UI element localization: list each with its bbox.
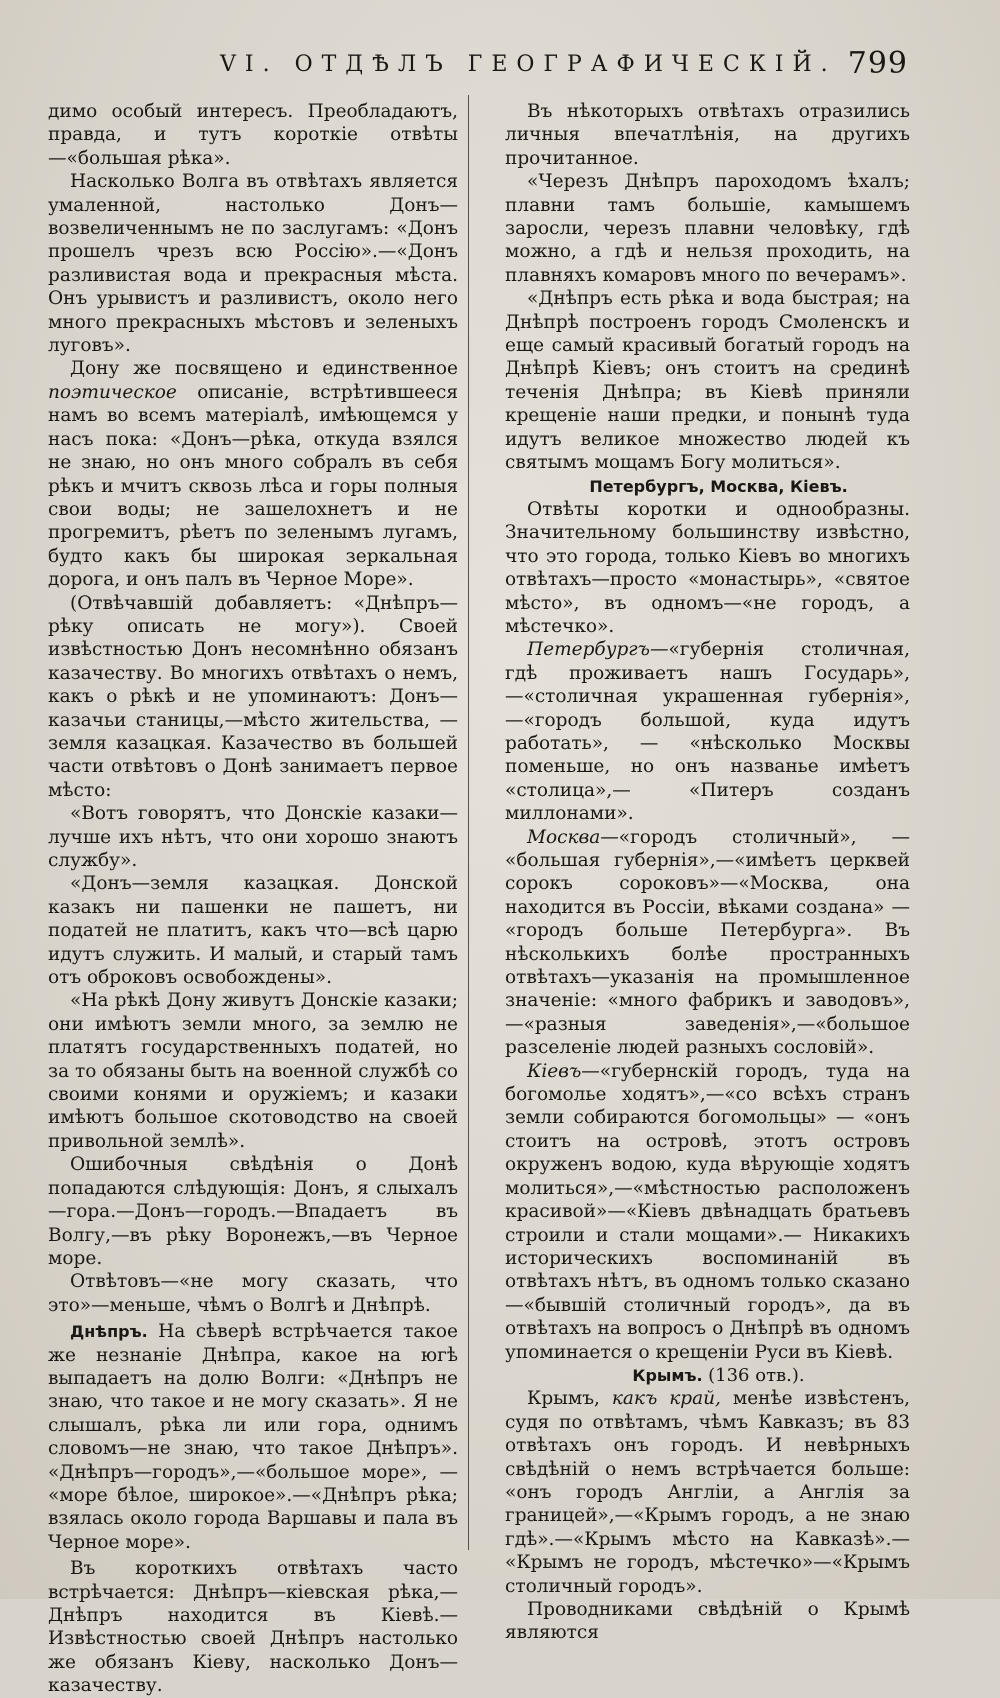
italic-term: Кіевъ [527,1060,582,1082]
text-run: менѣе извѣстенъ, судя по отвѣтамъ, чѣмъ Кавказъ; въ 83 отвѣтахъ онъ городъ. И невѣрныхъ свѣдѣній о немъ встрѣчается больше: «онъ городъ Англіи, а Англія за границей»,—«Крымъ городъ, а не знаю гдѣ».—«Крымъ мѣсто на Кавказѣ».— «Крымъ не городъ, мѣстечко»—«Крымъ столичный городъ». [505,1388,910,1597]
text-run: —«губернія столичная, гдѣ проживаетъ нашъ Государь»,—«столичная украшенная губернія»,—«городъ большой, куда идутъ работать», — «нѣсколько Москвы поменьше, но онъ названье имѣетъ «столица»,— «Питеръ созданъ миллонами». [505,639,910,825]
italic-term: Петербургъ [527,639,650,661]
paragraph [505,1060,910,1364]
paragraph [505,826,910,1060]
paragraph: Въ короткихъ отвѣтахъ часто встрѣчается: Днѣпръ—кіевская рѣка,—Днѣпръ находится въ Кіевѣ.—Извѣстностью своей Днѣпръ настолько же обязанъ Кіеву, насколько Донъ—казачеству. [48,1558,458,1697]
quote-paragraph: «Донъ—земля казацкая. Донской казакъ ни пашенки не пашетъ, ни податей не платитъ, какъ что—всѣ царю идутъ служить. И малый, и старый тамъ отъ оброковъ освобождены». [48,873,458,989]
crimea-heading [505,1364,910,1387]
text-run: На сѣверѣ встрѣчается такое же незнаніе Днѣпра, какое на югѣ выпадаетъ на долю Волги: «Днѣпръ не знаю, что такое и не могу сказать». Я не слышалъ, рѣка ли или гора, однимъ словомъ—не знаю, что такое Днѣпръ». «Днѣпръ—городъ»,—«большое море», — «море бѣлое, широкое».—«Днѣпръ рѣка; взялась около города Варшавы и пала въ Черное море». [48,1321,458,1553]
italic-term: Москва [527,826,601,848]
dnepr-heading: Днѣпръ. [70,1322,148,1342]
italic-text: какъ край, [611,1388,721,1410]
right-column [505,100,910,1645]
paragraph: Отвѣтовъ—«не могу сказать, что это»—меньше, чѣмъ о Волгѣ и Днѣпрѣ. [48,1271,458,1316]
italic-text: поэтическое [48,381,177,403]
quote-paragraph: «Вотъ говорятъ, что Донскіе казаки—лучше ихъ нѣтъ, что они хорошо знаютъ службу». [48,803,458,871]
text-run: описаніе, встрѣтившееся намъ во всемъ матеріалѣ, имѣющемся у насъ пока: «Донъ—рѣка, откуда взялся не знаю, но онъ много собралъ въ себя рѣкъ и мчитъ сквозь лѣса и горы полныя свои воды; не зашелохнетъ и не прогремитъ, рѣетъ по зеленымъ лугамъ, будто какъ бы широкая зеркальная дорога, и онъ палъ въ Черное Море». [48,381,458,591]
quote-paragraph: «Черезъ Днѣпръ пароходомъ ѣхалъ; плавни тамъ большіе, камышемъ заросли, черезъ плавни человѣку, гдѣ можно, а гдѣ и нельзя проходить, на плавняхъ комаровъ много по вечерамъ». [505,171,910,286]
page-number: 799 [847,46,908,81]
crimea-title: Крымъ. [632,1365,703,1385]
paragraph: Ошибочныя свѣдѣнія о Донѣ попадаются слѣдующія: Донъ, я слыхалъ—гора.—Донъ—городъ.—Впадаетъ въ Волгу,—въ рѣку Воронежъ,—въ Черное море. [48,1154,458,1269]
paragraph [48,357,458,591]
text-run: Крымъ, [527,1388,600,1410]
paragraph [505,1387,910,1598]
paragraph: Отвѣты коротки и однообразны. Значительному большинству извѣстно, что это города, только Кіевъ во многихъ отвѣтахъ—просто «монастырь», «святое мѣсто», въ одномъ—«не городъ, а мѣстечко». [505,498,910,637]
paragraph [505,638,910,825]
paragraph: (Отвѣчавшій добавляетъ: «Днѣпръ—рѣку описать не могу»). Своей извѣстностью Донъ несомнѣнно обязанъ казачеству. Во многихъ отвѣтахъ о немъ, какъ о рѣкѣ и не упоминаютъ: Донъ—казачьи станицы,—мѣсто жительства, — земля казацкая. Казачество въ большей части отвѣтовъ о Донѣ занимаетъ первое мѣсто: [48,592,458,801]
column-divider [468,95,469,1550]
text-run: Дону же посвящено и единственное [70,358,458,380]
text-run: —«городъ столичный», — «большая губернія»,—«имѣетъ церквей сорокъ сороковъ»—«Москва, она находится въ Россіи, вѣками создана» — «городъ больше Петербурга». Въ нѣсколькихъ болѣе пространныхъ отвѣтахъ—указанія на промышленное значеніе: «много фабрикъ и заводовъ»,—«разныя заведенія»,—«большое разселеніе людей разныхъ сословій». [505,826,910,1059]
paragraph: димо особый интересъ. Преобладаютъ, правда, и тутъ короткіе отвѣты—«большая рѣка». [48,101,458,169]
cities-heading: Петербургъ, Москва, Кіевъ. [589,476,848,496]
crimea-count: (136 отв.). [708,1364,805,1386]
section-title: VI. ОТДѢЛЪ ГЕОГРАФИЧЕСКІЙ. [220,52,837,77]
paragraph: Въ нѣкоторыхъ отвѣтахъ отразились личныя впечатлѣнія, на другихъ прочитанное. [505,101,910,169]
quote-paragraph: «На рѣкѣ Дону живутъ Донскіе казаки; они имѣютъ земли много, за землю не платятъ государственныхъ податей, но за то обязаны быть на военной службѣ со своими конями и оружіемъ; и казаки имѣютъ большое скотоводство на своей привольной землѣ». [48,990,458,1152]
left-column [48,100,458,1698]
quote-paragraph: «Днѣпръ есть рѣка и вода быстрая; на Днѣпрѣ построенъ городъ Смоленскъ и еще самый красивый богатый городъ на Днѣпрѣ Кіевъ; онъ стоитъ на срединѣ теченія Днѣпра; въ Кіевѣ приняли крещеніе наши предки, и понынѣ туда идутъ великое множество людей къ святымъ мощамъ Богу молиться». [505,288,910,474]
text-run: —«губернскій городъ, туда на богомолье ходятъ»,—«со всѣхъ странъ земли собираются богомольцы» — «онъ стоитъ на островѣ, этотъ островъ окруженъ водою, куда вѣрующіе ходятъ молиться»,—«мѣстностью расположенъ красивой»—«Кіевъ двѣнадцать братьевъ строили и стали мощами».— Никакихъ историческихъ воспоминаній въ отвѣтахъ нѣтъ, въ одномъ только сказано—«бывшій столичный городъ», да въ отвѣтахъ на вопросъ о Днѣпрѣ въ одномъ упоминается о крещеніи Руси въ Кіевѣ. [505,1060,910,1363]
paragraph: Проводниками свѣдѣній о Крымѣ являются [505,1599,910,1644]
paragraph [48,1320,458,1554]
running-header [40,44,908,84]
paragraph: Насколько Волга въ отвѣтахъ является умаленной, настолько Донъ—возвеличеннымъ не по заслугамъ: «Донъ прошелъ чрезъ всю Россію».—«Донъ разливистая вода и прекрасныя мѣста. Онъ урывистъ и разливистъ, около него много прекрасныхъ мѣстовъ и зеленыхъ луговъ». [48,171,458,357]
